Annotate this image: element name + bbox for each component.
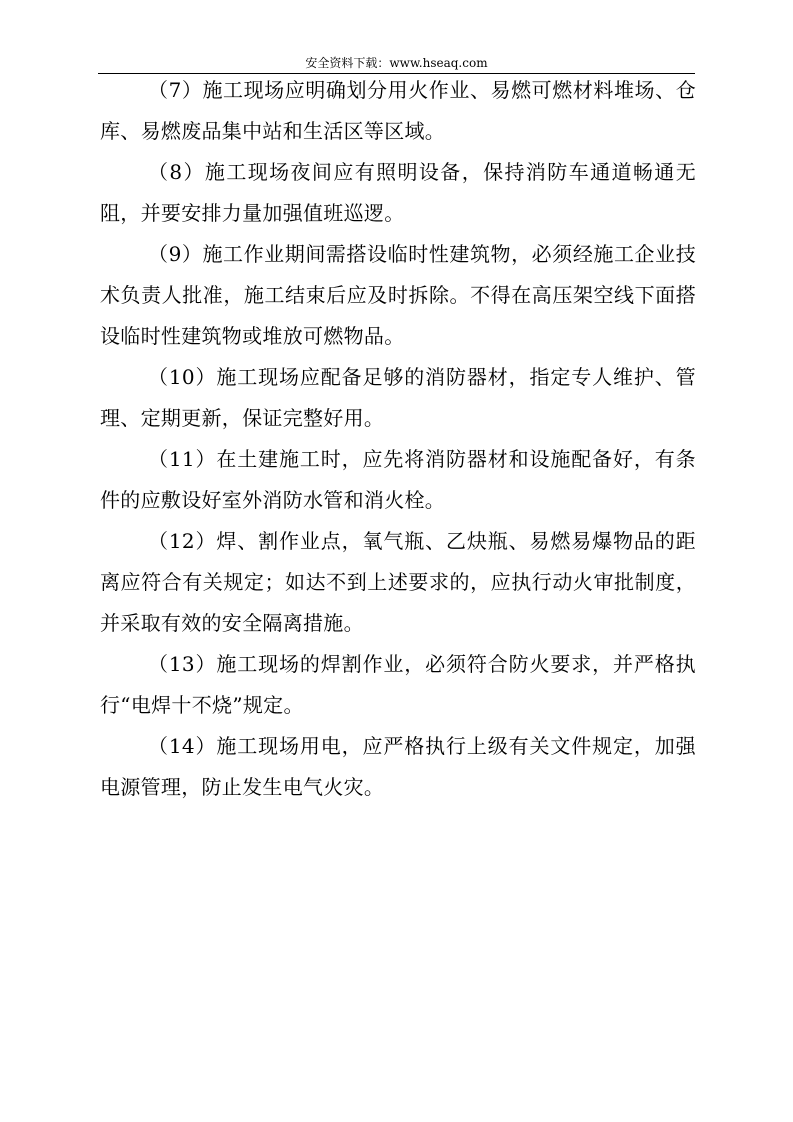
paragraph-14: （14）施工现场用电，应严格执行上级有关文件规定，加强电源管理，防止发生电气火灾。 bbox=[100, 734, 696, 799]
paragraph-11: （11）在土建施工时，应先将消防器材和设施配备好，有条件的应敷设好室外消防水管和消火栓。 bbox=[100, 447, 696, 512]
paragraph-13: （13）施工现场的焊割作业，必须符合防火要求，并严格执行“电焊十不烧”规定。 bbox=[100, 652, 696, 717]
document-body bbox=[100, 70, 696, 808]
paragraph-9: （9）施工作业期间需搭设临时性建筑物，必须经施工企业技术负责人批准，施工结束后应及时拆除。不得在高压架空线下面搭设临时性建筑物或堆放可燃物品。 bbox=[100, 242, 696, 348]
page-header: 安全资料下载：www.hseaq.com bbox=[305, 56, 488, 70]
paragraph-8: （8）施工现场夜间应有照明设备，保持消防车通道畅通无阻，并要安排力量加强值班巡逻。 bbox=[100, 160, 696, 225]
paragraph-12: （12）焊、割作业点，氧气瓶、乙炔瓶、易燃易爆物品的距离应符合有关规定；如达不到上述要求的，应执行动火审批制度，并采取有效的安全隔离措施。 bbox=[100, 529, 696, 635]
paragraph-7: （7）施工现场应明确划分用火作业、易燃可燃材料堆场、仓库、易燃废品集中站和生活区等区域。 bbox=[100, 78, 696, 143]
paragraph-10: （10）施工现场应配备足够的消防器材，指定专人维护、管理、定期更新，保证完整好用。 bbox=[100, 365, 696, 430]
